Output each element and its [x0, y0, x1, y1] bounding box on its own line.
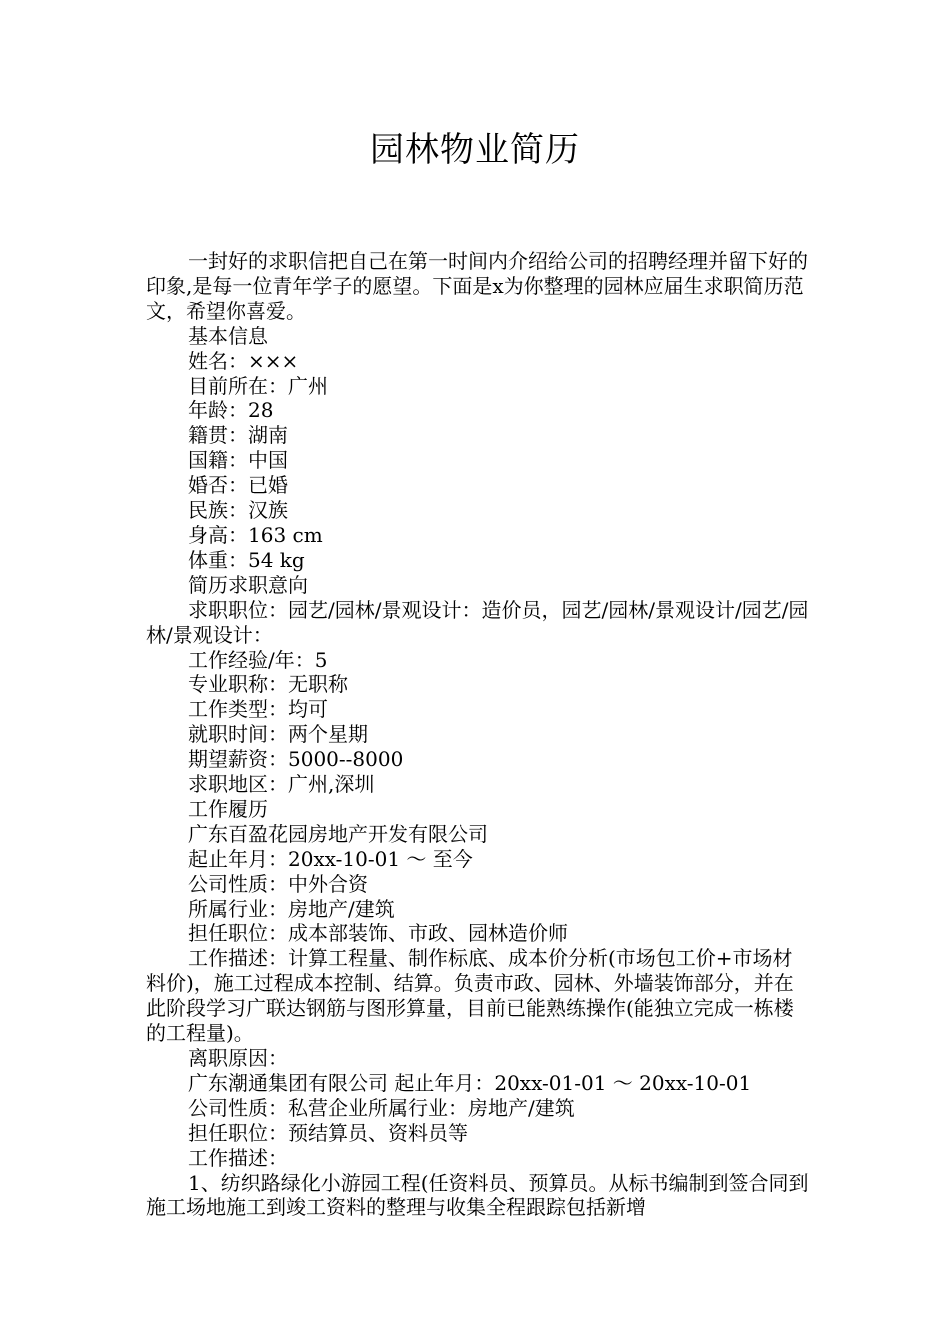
employer-2-project-1: 1、纺织路绿化小游园工程(任资料员、预算员。从标书编制到签合同到施工场地施工到竣工资料的整理与收集全程跟踪包括新增 — [146, 1170, 809, 1220]
employer-1-leave-reason: 离职原因： — [188, 1046, 288, 1070]
field-target-position: 求职职位：园艺/园林/景观设计：造价员，园艺/园林/景观设计/园艺/园林/景观设计： — [146, 597, 809, 647]
intro-paragraph: 一封好的求职信把自己在第一时间内介绍给公司的招聘经理并留下好的印象,是每一位青年学子的愿望。下面是x为你整理的园林应届生求职简历范文，希望你喜爱。 — [146, 249, 808, 323]
page-title: 园林物业简历 — [370, 130, 580, 170]
field-marital-status: 婚否：已婚 — [188, 473, 288, 498]
employer-1-industry: 所属行业：房地产/建筑 — [188, 896, 395, 921]
field-hometown: 籍贯：湖南 — [188, 423, 288, 448]
employer-2-company-type-industry: 公司性质：私营企业所属行业：房地产/建筑 — [188, 1095, 575, 1120]
employer-1-description: 工作描述：计算工程量、制作标底、成本价分析(市场包工价+市场材料价)，施工过程成本控制、结算。负责市政、园林、外墙装饰部分，并在此阶段学习广联达钢筋与图形算量，目前已能熟练操作(能独立完成一栋楼的工程量)。 — [146, 946, 794, 1046]
field-nationality: 国籍：中国 — [188, 448, 288, 473]
employer-1-company-type: 公司性质：中外合资 — [188, 871, 368, 896]
employer-2-description-label: 工作描述： — [188, 1145, 288, 1170]
field-job-type: 工作类型：均可 — [188, 697, 328, 722]
employer-2-name-period: 广东潮通集团有限公司 起止年月：20xx-01-01 ～ 20xx-10-01 — [188, 1070, 752, 1095]
field-name: 姓名：××× — [188, 348, 299, 373]
field-ethnicity: 民族：汉族 — [188, 498, 288, 523]
document-body — [146, 249, 810, 1220]
field-work-experience-years: 工作经验/年：5 — [188, 647, 328, 672]
field-weight: 体重：54 kg — [188, 547, 305, 572]
employer-1-position: 担任职位：成本部装饰、市政、园林造价师 — [188, 921, 568, 946]
field-expected-salary: 期望薪资：5000--8000 — [188, 747, 404, 772]
field-target-region: 求职地区：广州,深圳 — [188, 772, 375, 797]
employer-1-name: 广东百盈花园房地产开发有限公司 — [188, 821, 488, 846]
section-heading-job-intention: 简历求职意向 — [188, 572, 308, 597]
field-height: 身高：163 cm — [188, 522, 323, 547]
field-age: 年龄：28 — [188, 398, 274, 423]
field-professional-title: 专业职称：无职称 — [188, 672, 348, 697]
section-heading-basic-info: 基本信息 — [188, 323, 268, 348]
section-heading-work-history: 工作履历 — [188, 796, 268, 821]
field-available-time: 就职时间：两个星期 — [188, 722, 368, 747]
field-current-location: 目前所在：广州 — [188, 373, 328, 398]
employer-1-period: 起止年月：20xx-10-01 ～ 至今 — [188, 846, 473, 871]
employer-2-position: 担任职位：预结算员、资料员等 — [188, 1120, 468, 1145]
